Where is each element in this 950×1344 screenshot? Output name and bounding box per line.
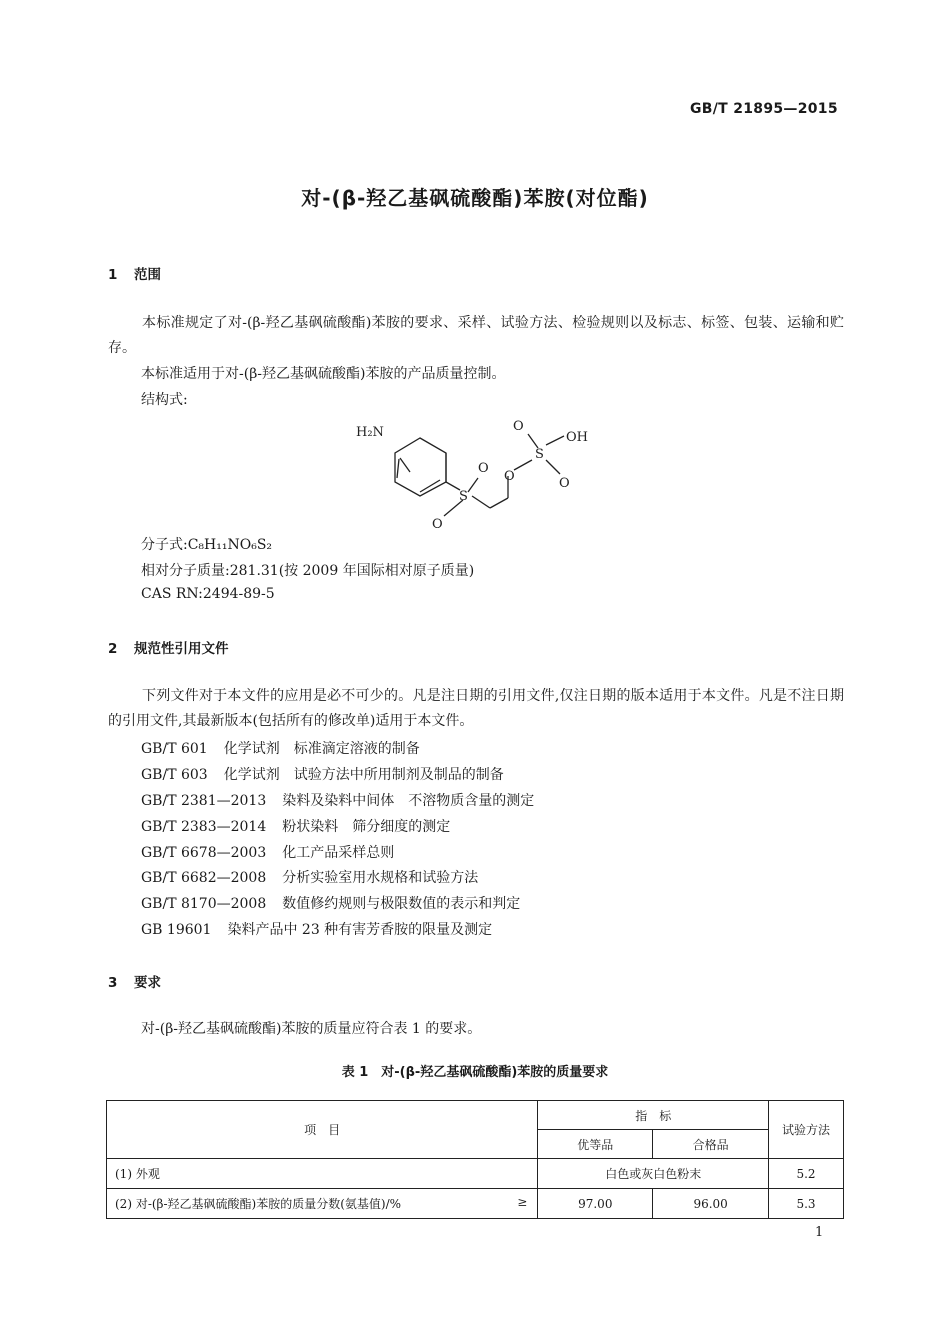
table-caption: 表 1 对-(β-羟乙基砜硫酸酯)苯胺的质量要求: [341, 1065, 609, 1080]
bond: [400, 458, 410, 472]
molecular-mass-line: [141, 560, 474, 580]
bond: [468, 478, 478, 492]
section-1-heading: [108, 263, 161, 283]
header-superior: 优等品: [538, 1130, 653, 1159]
sulfone-oxygen-top: O: [478, 461, 489, 476]
bond: [546, 436, 564, 445]
row-item: (2) 对-(β-羟乙基砜硫酸酯)苯胺的质量分数(氨基值)/%: [115, 1197, 402, 1211]
benzene-ring: [395, 438, 446, 496]
sulfate-sulfur: S: [535, 447, 544, 462]
reference-code: GB/T 603: [141, 767, 208, 783]
section-title: 要求: [134, 975, 161, 991]
row-symbol: ≥: [517, 1195, 528, 1209]
hydroxyl-label: OH: [566, 430, 588, 445]
bond: [546, 460, 560, 474]
reference-item: [141, 816, 450, 836]
cas-label: CAS RN:: [141, 586, 203, 602]
reference-item: [141, 842, 394, 862]
cas-line: [141, 586, 275, 602]
section-title: 范围: [134, 267, 161, 283]
standard-code: GB/T 21895—2015: [690, 101, 838, 117]
row-qualified: 96.00: [653, 1189, 769, 1219]
reference-item: [141, 893, 520, 913]
reference-item: [141, 764, 504, 784]
mass-label: 相对分子质量:: [141, 563, 230, 579]
formula-label: 分子式:: [141, 537, 188, 553]
reference-code: GB/T 2383—2014: [141, 819, 267, 835]
section-2-heading: [108, 637, 229, 657]
reference-title: 分析实验室用水规格和试验方法: [282, 870, 479, 886]
reference-code: GB 19601: [141, 922, 212, 938]
mass-value: 281.31(按 2009 年国际相对原子质量): [229, 563, 475, 579]
reference-item: [141, 919, 492, 939]
reference-title: 染料及染料中间体 不溶物质含量的测定: [282, 793, 535, 809]
cas-value: 2494-89-5: [202, 586, 275, 602]
sulfate-oxygen-bottom: O: [559, 476, 570, 491]
reference-code: GB/T 6682—2008: [141, 870, 267, 886]
reference-title: 数值修约规则与极限数值的表示和判定: [282, 896, 521, 912]
reference-title: 化学试剂 试验方法中所用制剂及制品的制备: [223, 767, 504, 783]
reference-item: [141, 790, 534, 810]
row-merged-value: 白色或灰白色粉末: [538, 1159, 769, 1189]
structural-formula: [340, 412, 620, 537]
row-method: 5.3: [769, 1189, 844, 1219]
section-title: 规范性引用文件: [134, 641, 229, 657]
bond: [528, 434, 538, 448]
reference-item: [141, 738, 420, 758]
scope-applicability: 本标准适用于对-(β-羟乙基砜硫酸酯)苯胺的产品质量控制。: [141, 366, 506, 382]
row-method: 5.2: [769, 1159, 844, 1189]
ester-oxygen: O: [504, 469, 515, 484]
reference-title: 化工产品采样总则: [282, 845, 395, 861]
header-qualified: 合格品: [653, 1130, 769, 1159]
bond: [514, 460, 532, 470]
references-intro: 下列文件对于本文件的应用是必不可少的。凡是注日期的引用文件,仅注日期的版本适用于本文件。凡是不注日期的引用文件,其最新版本(包括所有的修改单)适用于本文件。: [108, 688, 844, 729]
quality-requirements-table: [106, 1100, 844, 1219]
table-row: [107, 1159, 844, 1189]
formula-value: C₈H₁₁NO₆S₂: [187, 537, 273, 553]
section-number: 3: [108, 975, 118, 991]
reference-code: GB/T 601: [141, 741, 208, 757]
page-number: 1: [815, 1225, 824, 1240]
reference-code: GB/T 8170—2008: [141, 896, 267, 912]
bond: [472, 496, 490, 508]
reference-code: GB/T 6678—2003: [141, 845, 267, 861]
scope-paragraph: 本标准规定了对-(β-羟乙基砜硫酸酯)苯胺的要求、采样、试验方法、检验规则以及标志、标签、包装、运输和贮存。: [108, 315, 844, 356]
sulfone-sulfur: S: [459, 489, 468, 504]
inner-bond: [397, 459, 399, 478]
header-item: 项 目: [107, 1101, 538, 1159]
section-number: 1: [108, 267, 118, 283]
row-superior: 97.00: [538, 1189, 653, 1219]
section-number: 2: [108, 641, 118, 657]
molecular-formula-line: [141, 534, 272, 554]
reference-title: 化学试剂 标准滴定溶液的制备: [223, 741, 420, 757]
reference-code: GB/T 2381—2013: [141, 793, 267, 809]
header-index: 指 标: [538, 1101, 769, 1130]
sulfone-oxygen-bottom: O: [432, 517, 443, 532]
amine-label: H₂N: [356, 425, 384, 440]
structure-label: 结构式:: [141, 392, 188, 408]
reference-item: [141, 867, 478, 887]
bond: [490, 498, 508, 508]
row-item-cell: [107, 1189, 538, 1219]
table-row: [107, 1189, 844, 1219]
row-item: (1) 外观: [107, 1159, 538, 1189]
document-title: 对-(β-羟乙基砜硫酸酯)苯胺(对位酯): [301, 186, 649, 210]
reference-title: 粉状染料 筛分细度的测定: [282, 819, 451, 835]
section-3-heading: [108, 971, 161, 991]
requirements-paragraph: 对-(β-羟乙基砜硫酸酯)苯胺的质量应符合表 1 的要求。: [141, 1021, 482, 1037]
reference-title: 染料产品中 23 种有害芳香胺的限量及测定: [227, 922, 493, 938]
bond: [446, 482, 460, 490]
sulfate-oxygen-top: O: [513, 419, 524, 434]
header-method: 试验方法: [769, 1101, 844, 1159]
